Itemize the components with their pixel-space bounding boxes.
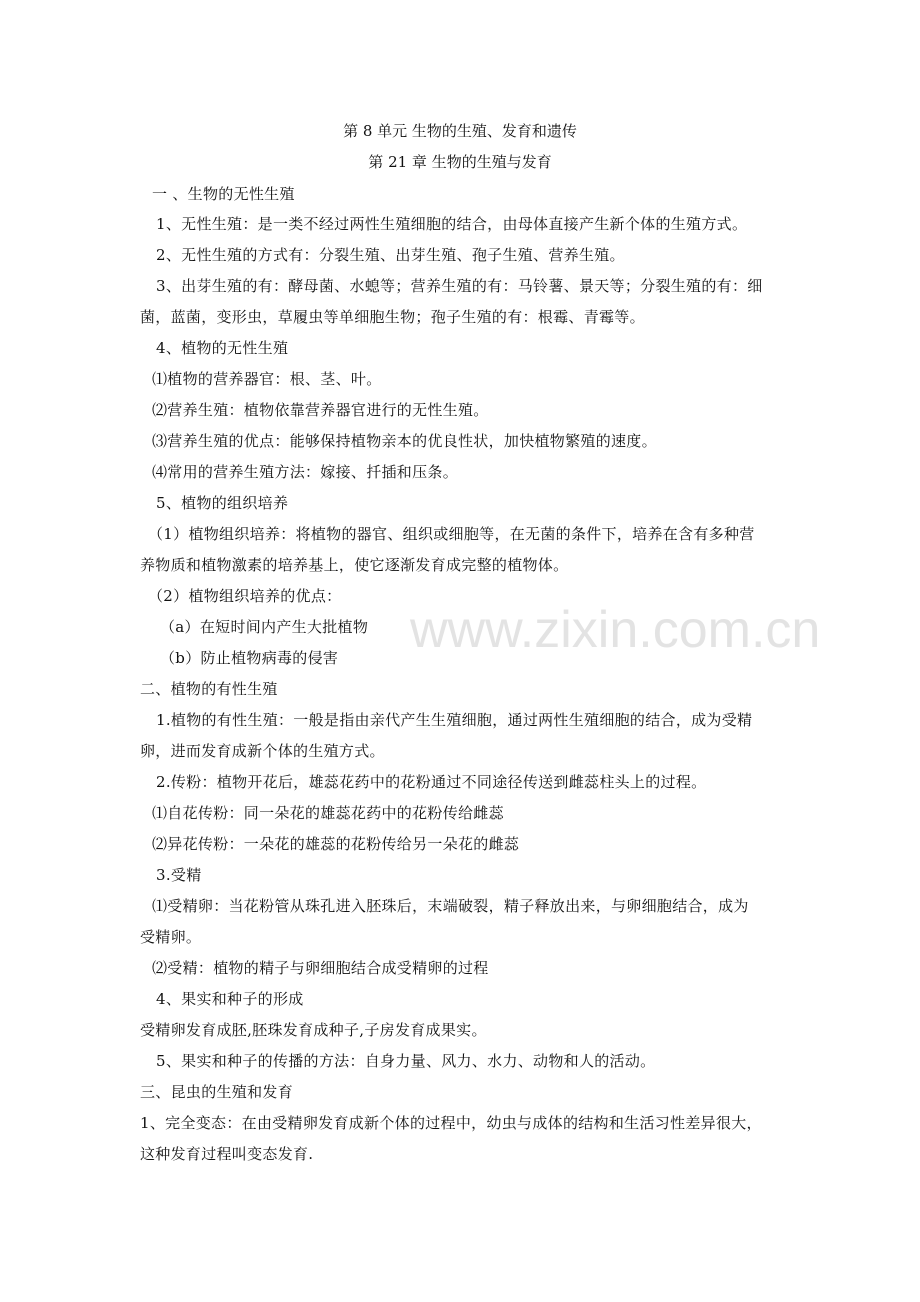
paragraph-line: ⑵受精：植物的精子与卵细胞结合成受精卵的过程 [152, 959, 489, 977]
paragraph-line: ⑴自花传粉：同一朵花的雄蕊花药中的花粉传给雌蕊 [152, 804, 504, 822]
paragraph-line: 2.传粉：植物开花后，雄蕊花药中的花粉通过不同途径传送到雌蕊柱头上的过程。 [156, 773, 707, 791]
subheading-line: 5、植物的组织培养 [156, 494, 289, 512]
chapter-title: 第 21 章 生物的生殖与发育 [368, 153, 552, 171]
paragraph-line: （1）植物组织培养：将植物的器官、组织或细胞等，在无菌的条件下，培养在含有多种营 [148, 525, 755, 543]
unit-title: 第 8 单元 生物的生殖、发育和遗传 [343, 122, 577, 140]
paragraph-line: ⑵营养生殖：植物依靠营养器官进行的无性生殖。 [152, 401, 489, 419]
paragraph-line: 受精卵。 [140, 928, 202, 946]
subheading-line: 3.受精 [156, 866, 202, 884]
paragraph-line: （2）植物组织培养的优点： [148, 587, 342, 605]
paragraph-line: 卵，进而发育成新个体的生殖方式。 [140, 742, 385, 760]
subheading-line: 4、植物的无性生殖 [156, 339, 289, 357]
paragraph-line: 2、无性生殖的方式有：分裂生殖、出芽生殖、孢子生殖、营养生殖。 [156, 246, 625, 264]
list-item: （a）在短时间内产生大批植物 [160, 618, 369, 636]
section-heading-sexual: 二、植物的有性生殖 [140, 680, 278, 698]
paragraph-line: 这种发育过程叫变态发育. [140, 1145, 314, 1163]
paragraph-line: ⑵异花传粉：一朵花的雄蕊的花粉传给另一朵花的雌蕊 [152, 835, 520, 853]
paragraph-line: ⑶营养生殖的优点：能够保持植物亲本的优良性状，加快植物繁殖的速度。 [152, 432, 657, 450]
section-heading-insects: 三、昆虫的生殖和发育 [140, 1083, 294, 1101]
paragraph-line: 1、完全变态：在由受精卵发育成新个体的过程中，幼虫与成体的结构和生活习性差异很大， [140, 1114, 762, 1132]
subheading-line: 4、果实和种子的形成 [156, 990, 304, 1008]
list-item: （b）防止植物病毒的侵害 [160, 649, 339, 667]
paragraph-line: 1.植物的有性生殖：一般是指由亲代产生生殖细胞，通过两性生殖细胞的结合，成为受精 [156, 711, 753, 729]
watermark-text: www.zixin.com.cn [410, 601, 821, 659]
paragraph-line: 1、无性生殖：是一类不经过两性生殖细胞的结合，由母体直接产生新个体的生殖方式。 [156, 215, 748, 233]
paragraph-line: ⑷常用的营养生殖方法：嫁接、扦插和压条。 [152, 463, 459, 481]
paragraph-line: ⑴受精卵：当花粉管从珠孔进入胚珠后，末端破裂，精子释放出来，与卵细胞结合，成为 [152, 897, 749, 915]
paragraph-line: 3、出芽生殖的有：酵母菌、水螅等；营养生殖的有：马铃薯、景天等；分裂生殖的有：细 [156, 277, 763, 295]
paragraph-line: 养物质和植物激素的培养基上，使它逐渐发育成完整的植物体。 [140, 556, 569, 574]
section-heading-asexual: 一 、生物的无性生殖 [152, 185, 295, 203]
paragraph-line: 5、果实和种子的传播的方法：自身力量、风力、水力、动物和人的活动。 [156, 1052, 656, 1070]
paragraph-line: ⑴植物的营养器官：根、茎、叶。 [152, 370, 382, 388]
paragraph-line: 受精卵发育成胚,胚珠发育成种子,子房发育成果实。 [140, 1021, 487, 1039]
paragraph-line: 菌，蓝菌，变形虫，草履虫等单细胞生物；孢子生殖的有：根霉、青霉等。 [140, 308, 645, 326]
